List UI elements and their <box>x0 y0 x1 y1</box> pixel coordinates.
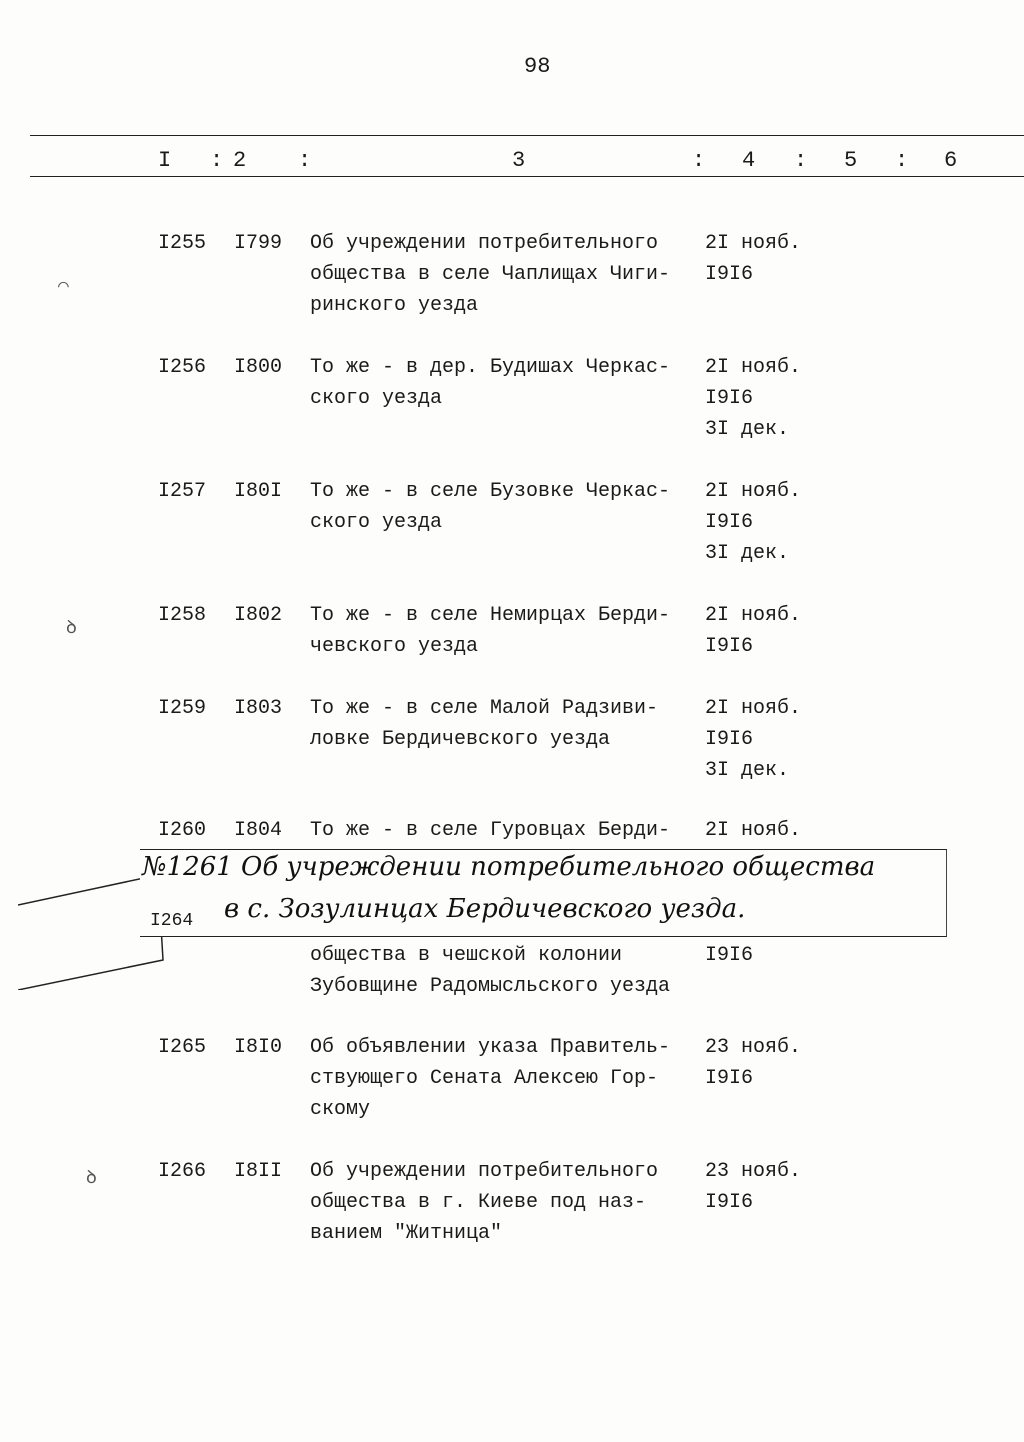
entry-date-line: 23 нояб. <box>705 1036 802 1059</box>
separator: : <box>895 148 909 173</box>
document-number: I803 <box>234 697 283 720</box>
col-3-header: 3 <box>512 148 526 173</box>
margin-mark: ꝺ <box>86 1169 97 1189</box>
document-number: I8I0 <box>234 1036 283 1059</box>
col-2-header: 2 <box>233 148 247 173</box>
document-number: I804 <box>234 819 283 842</box>
entry-title-line: общества в г. Киеве под наз- <box>310 1191 647 1214</box>
header-top-rule <box>30 135 1024 136</box>
page-number: 98 <box>524 54 551 79</box>
entry-date-line: I9I6 <box>705 635 754 658</box>
entry-date-line: 2I нояб. <box>705 356 802 379</box>
handwritten-correction-slip <box>140 849 947 937</box>
entry-number: I256 <box>158 356 207 379</box>
header-bottom-rule <box>30 176 1024 177</box>
entry-title-line: чевского уезда <box>310 635 479 658</box>
entry-date-line: 2I нояб. <box>705 604 802 627</box>
document-number: I8II <box>234 1160 283 1183</box>
entry-title-line: ствующего Сената Алексею Гор- <box>310 1067 659 1090</box>
col-5-header: 5 <box>844 148 858 173</box>
entry-number: I265 <box>158 1036 207 1059</box>
entry-title-line: ского уезда <box>310 387 443 410</box>
entry-number: I259 <box>158 697 207 720</box>
entry-number: I266 <box>158 1160 207 1183</box>
entry-title-line: общества в селе Чаплищах Чиги- <box>310 263 671 286</box>
entry-date-line: I9I6 <box>705 1191 754 1214</box>
entry-title-line: Об учреждении потребительного <box>310 232 659 255</box>
entry-number: I257 <box>158 480 207 503</box>
col-4-header: 4 <box>742 148 756 173</box>
entry-date-line: I9I6 <box>705 263 754 286</box>
entry-title-line: общества в чешской колонии <box>310 944 623 967</box>
entry-date-line: I9I6 <box>705 1067 754 1090</box>
entry-title-line: То же - в селе Немирцах Берди- <box>310 604 671 627</box>
document-number: I800 <box>234 356 283 379</box>
separator: : <box>794 148 808 173</box>
entry-title-line: То же - в селе Гуровцах Берди- <box>310 819 671 842</box>
col-6-header: 6 <box>944 148 958 173</box>
separator: : <box>692 148 706 173</box>
entry-title-line: То же - в селе Малой Радзиви- <box>310 697 659 720</box>
col-1-header: I <box>158 148 172 173</box>
entry-title-line: ловке Бердичевского уезда <box>310 728 611 751</box>
entry-title-line: ванием "Житница" <box>310 1222 503 1245</box>
entry-title-line: То же - в дер. Будишах Черкас- <box>310 356 671 379</box>
entry-date-line: 2I нояб. <box>705 697 802 720</box>
entry-date-line: 3I дек. <box>705 542 790 565</box>
document-number: I799 <box>234 232 283 255</box>
entry-date-line: 2I нояб. <box>705 819 802 842</box>
entry-title-line: То же - в селе Бузовке Черкас- <box>310 480 671 503</box>
entry-date-line: I9I6 <box>705 387 754 410</box>
entry-date-line: 2I нояб. <box>705 232 802 255</box>
entry-number: I260 <box>158 819 207 842</box>
entry-date-line: 3I дек. <box>705 418 790 441</box>
separator: : <box>298 148 312 173</box>
entry-date-line: 23 нояб. <box>705 1160 802 1183</box>
entry-title-line: Об объявлении указа Правитель- <box>310 1036 671 1059</box>
entry-title-line: Зубовщине Радомысльского уезда <box>310 975 671 998</box>
margin-mark: ꝺ <box>66 619 77 639</box>
entry-date-line: 3I дек. <box>705 759 790 782</box>
entry-date-line: I9I6 <box>705 944 754 967</box>
handwritten-line-1: №1261 Об учреждении потребительного общества <box>142 852 876 882</box>
entry-number: I258 <box>158 604 207 627</box>
document-number: I80I <box>234 480 283 503</box>
entry-number: I255 <box>158 232 207 255</box>
entry-title-line: скому <box>310 1098 371 1121</box>
entry-date-line: I9I6 <box>705 511 754 534</box>
entry-date-line: 2I нояб. <box>705 480 802 503</box>
entry-number: I264 <box>150 911 194 931</box>
entry-title-line: ринского уезда <box>310 294 479 317</box>
entry-title-line: Об учреждении потребительного <box>310 1160 659 1183</box>
separator: : <box>210 148 224 173</box>
margin-mark: ⌒ <box>58 277 69 297</box>
document-number: I802 <box>234 604 283 627</box>
entry-date-line: I9I6 <box>705 728 754 751</box>
handwritten-line-2: в с. Зозулинцах Бердичевского уезда. <box>224 894 746 924</box>
entry-title-line: ского уезда <box>310 511 443 534</box>
